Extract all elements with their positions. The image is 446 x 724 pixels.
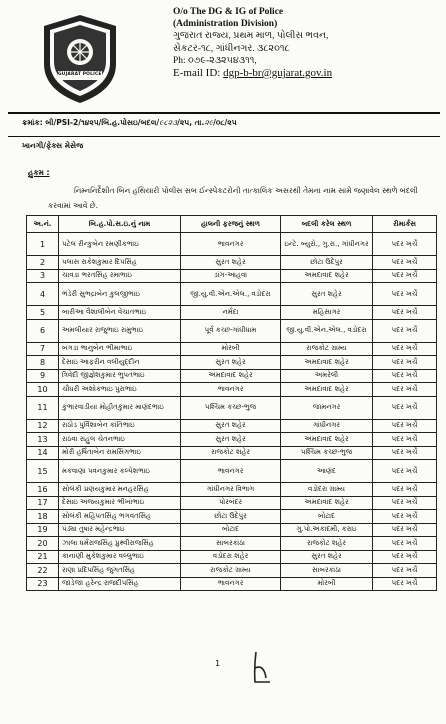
handwritten-day: ૨૯	[204, 118, 214, 127]
email-address: dgp-b-br@gujarat.gov.in	[223, 67, 333, 80]
cell-remarks: પદર ખર્ચે	[373, 460, 437, 483]
cell-current-posting: પશ્ચિમ કચ્છ-ભુજ	[181, 396, 281, 419]
cell-remarks: પદર ખર્ચે	[373, 564, 437, 578]
cell-serial: 17	[27, 496, 59, 510]
table-row	[27, 369, 437, 383]
cell-serial: 8	[27, 356, 59, 370]
cell-transfer-posting: અમદાવાદ શહેર	[281, 356, 373, 370]
cell-transfer-posting: બોટાદ	[281, 510, 373, 524]
cell-transfer-posting: પશ્ચિમ કચ્છ-ભુજ	[281, 446, 373, 460]
emblem-text: GUJARAT POLICE	[58, 72, 102, 77]
cell-current-posting: પૂર્વ કચ્છ-ગાંધીધામ	[181, 319, 281, 342]
cell-name: દેસાઇ આફરીન વલીયુદ્દીન	[59, 356, 181, 370]
cell-transfer-posting: મોરબી	[281, 577, 373, 591]
cell-serial: 3	[27, 269, 59, 283]
cell-current-posting: વડોદરા શહેર	[181, 550, 281, 564]
table-row	[27, 577, 437, 591]
table-row	[27, 496, 437, 510]
cell-transfer-posting: આણંદ	[281, 460, 373, 483]
cell-transfer-posting: જી.યુ.વી.એન.એલ., વડોદરા	[281, 319, 373, 342]
cell-current-posting: છોટા ઉદેપુર	[181, 510, 281, 524]
handwritten-number: ૯૮૨૩	[159, 118, 178, 127]
cell-current-posting: સુરત શહેર	[181, 356, 281, 370]
header-name: બિ.હ.પો.સ.ઇ.નું નામ	[59, 216, 181, 233]
table-row	[27, 483, 437, 497]
cell-name: રાણા પ્રદિપસિંહ જુગતસિંહ	[59, 564, 181, 578]
table-row	[27, 433, 437, 447]
table-row	[27, 446, 437, 460]
cell-serial: 9	[27, 369, 59, 383]
cell-current-posting: ભાવનગર	[181, 233, 281, 256]
table-row	[27, 419, 437, 433]
cell-transfer-posting: સુરત શહેર	[281, 283, 373, 306]
header-rule	[8, 112, 440, 114]
cell-remarks: પદર ખર્ચે	[373, 446, 437, 460]
cell-transfer-posting: છોટા ઉદેપુર	[281, 256, 373, 270]
table-row	[27, 306, 437, 320]
cell-current-posting: મોરબી	[181, 342, 281, 356]
division-name: (Administration Division)	[173, 19, 278, 30]
cell-transfer-posting: ઇન્ટે. બ્યુરો., ગુ.રા., ગાંધીનગર	[281, 233, 373, 256]
address-line-1: ગુજરાત રાજ્ય, પ્રથમ માળ, પોલીસ ભવન,	[173, 31, 329, 42]
cell-current-posting: પોરબંદર	[181, 496, 281, 510]
table-row	[27, 383, 437, 397]
email-label: E-mail ID:	[173, 67, 224, 80]
cell-current-posting: સુરત શહેર	[181, 433, 281, 447]
table-row	[27, 233, 437, 256]
cell-remarks: પદર ખર્ચે	[373, 283, 437, 306]
cell-serial: 13	[27, 433, 59, 447]
cell-remarks: પદર ખર્ચે	[373, 233, 437, 256]
cell-remarks: પદર ખર્ચે	[373, 256, 437, 270]
cell-serial: 15	[27, 460, 59, 483]
reference-number	[22, 118, 237, 128]
cell-transfer-posting: સાબરકાંઠા	[281, 564, 373, 578]
cell-serial: 22	[27, 564, 59, 578]
cell-serial: 10	[27, 383, 59, 397]
page-number: 1	[215, 659, 221, 668]
cell-serial: 4	[27, 283, 59, 306]
header-serial: અ.નં.	[27, 216, 59, 233]
signature-mark	[248, 648, 278, 688]
table-row	[27, 283, 437, 306]
cell-remarks: પદર ખર્ચે	[373, 537, 437, 551]
table-row	[27, 319, 437, 342]
cell-name: રાઠવા રાહુલ ચેતનભાઇ	[59, 433, 181, 447]
reference-suffix: /૦૮/૨૫	[213, 118, 237, 127]
cell-transfer-posting: ગુ.પો.અકાદમી, કરાઇ	[281, 523, 373, 537]
cell-name: અમલીયાર રાજુભાઇ રામુભાઇ	[59, 319, 181, 342]
cell-name: સોલંકી પ્રણયકુમાર મનહરસિંહ	[59, 483, 181, 497]
header-transfer-posting: બદલી કરેલ સ્થળ	[281, 216, 373, 233]
table-row	[27, 356, 437, 370]
table-row	[27, 523, 437, 537]
cell-current-posting: ભાવનગર	[181, 577, 281, 591]
cell-remarks: પદર ખર્ચે	[373, 483, 437, 497]
cell-remarks: પદર ખર્ચે	[373, 419, 437, 433]
cell-serial: 5	[27, 306, 59, 320]
cell-name: ચૌધરી અશોકભાઇ પુરાભાઇ	[59, 383, 181, 397]
cell-remarks: પદર ખર્ચે	[373, 496, 437, 510]
cell-current-posting: રાજકોટ શહેર	[181, 446, 281, 460]
cell-name: પંડ્યા તુષાર મહેન્દ્રભાઇ	[59, 523, 181, 537]
reference-prefix: ક્રમાંક: બી/PSI-2/૧૪૨૫/બિ.હ.પોસઇ/બદલ/	[22, 118, 160, 127]
cell-current-posting: સુરત શહેર	[181, 256, 281, 270]
cell-remarks: પદર ખર્ચે	[373, 342, 437, 356]
table-row	[27, 510, 437, 524]
cell-remarks: પદર ખર્ચે	[373, 577, 437, 591]
table-row	[27, 460, 437, 483]
cell-transfer-posting: અમદાવાદ શહેર	[281, 269, 373, 283]
cell-transfer-posting: વડોદરા ગ્રામ્ય	[281, 483, 373, 497]
cell-serial: 2	[27, 256, 59, 270]
cell-transfer-posting: ગાંધીનગર	[281, 419, 373, 433]
cell-serial: 14	[27, 446, 59, 460]
cell-transfer-posting: મહિસાગર	[281, 306, 373, 320]
cell-transfer-posting: અમરેલી	[281, 369, 373, 383]
cell-serial: 1	[27, 233, 59, 256]
cell-name: બારીઆ વૈશાલીબેન વેચાતભાઇ	[59, 306, 181, 320]
cell-serial: 21	[27, 550, 59, 564]
cell-remarks: પદર ખર્ચે	[373, 356, 437, 370]
cell-transfer-posting: રાજકોટ શહેર	[281, 537, 373, 551]
cell-current-posting: ભાવનગર	[181, 460, 281, 483]
cell-remarks: પદર ખર્ચે	[373, 433, 437, 447]
cell-name: પટેલ રીન્કુબેન રમણીકભાઇ	[59, 233, 181, 256]
cell-transfer-posting: અમદાવાદ શહેર	[281, 383, 373, 397]
cell-remarks: પદર ખર્ચે	[373, 396, 437, 419]
cell-current-posting: સુરત શહેર	[181, 419, 281, 433]
table-row	[27, 342, 437, 356]
cell-serial: 12	[27, 419, 59, 433]
cell-remarks: પદર ખર્ચે	[373, 550, 437, 564]
cell-name: ભંડેરી સુભદ્રાબેન કુલજીભાઇ	[59, 283, 181, 306]
cell-serial: 20	[27, 537, 59, 551]
table-row	[27, 269, 437, 283]
cell-remarks: પદર ખર્ચે	[373, 383, 437, 397]
cell-serial: 23	[27, 577, 59, 591]
office-name: O/o The DG & IG of Police	[173, 7, 284, 17]
cell-name: પલાસ રાકેશકુમાર દિપસિંહ	[59, 256, 181, 270]
cell-serial: 19	[27, 523, 59, 537]
order-label: હુકમ :	[28, 168, 50, 177]
message-type: ખાનગી/ફેક્સ મેસેજ	[22, 141, 84, 150]
cell-serial: 11	[27, 396, 59, 419]
table-row	[27, 396, 437, 419]
cell-name: કુંભારવાડીયા મોહીતકુમાર માણંદભાઇ	[59, 396, 181, 419]
table-row	[27, 564, 437, 578]
office-header	[173, 6, 439, 79]
cell-name: બગડા ભાનુબેન ભીમાભાઇ	[59, 342, 181, 356]
table-row	[27, 550, 437, 564]
cell-name: સોલંકી મહિપતસિંહ ભગવતસિંહ	[59, 510, 181, 524]
cell-name: જાડેજા હરેન્દ્ર રાજદીપસિંહ	[59, 577, 181, 591]
header-current-posting: હાલની ફરજનું સ્થળ	[181, 216, 281, 233]
table-row	[27, 537, 437, 551]
cell-current-posting: સાબરકાંઠા	[181, 537, 281, 551]
cell-transfer-posting: સુરત શહેર	[281, 550, 373, 564]
cell-remarks: પદર ખર્ચે	[373, 306, 437, 320]
cell-name: ઝાલા ધર્મરાજસિંહ પ્રુથ્વીરાજસિંહ	[59, 537, 181, 551]
cell-remarks: પદર ખર્ચે	[373, 369, 437, 383]
cell-remarks: પદર ખર્ચે	[373, 269, 437, 283]
table-row	[27, 256, 437, 270]
cell-current-posting: ડાંગ-આહવા	[181, 269, 281, 283]
reference-middle: /૨૫, તા.	[177, 118, 205, 127]
address-line-2: સેકટર-૧૮, ગાંધીનગર. ૩૮૨૦૧૮	[173, 43, 290, 54]
cell-transfer-posting: અમદાવાદ શહેર	[281, 433, 373, 447]
cell-current-posting: અમદાવાદ શહેર	[181, 369, 281, 383]
cell-serial: 7	[27, 342, 59, 356]
cell-remarks: પદર ખર્ચે	[373, 523, 437, 537]
order-intro: નિમ્નનિર્દેશીત બિન હથિયારી પોલીસ સબ ઈન્સ્પેકટરોની તાત્કાલિક અસરથી તેમના નામ સામે જણાવેલ સ્થળે બદલી કરવામાં આવે છે.	[48, 186, 418, 210]
cell-current-posting: બોટાદ	[181, 523, 281, 537]
cell-name: દેસાઇ અજયકુમાર ભીખાભાઇ	[59, 496, 181, 510]
cell-transfer-posting: જામનગર	[281, 396, 373, 419]
cell-current-posting: રાજકોટ ગ્રામ્ય	[181, 564, 281, 578]
cell-name: મકવાણા પવનકુમાર કલ્પેશભાઇ	[59, 460, 181, 483]
cell-name: ત્રિવેદી જીજ્ઞેશકુમાર ભુપતભાઇ	[59, 369, 181, 383]
cell-remarks: પદર ખર્ચે	[373, 319, 437, 342]
reference-rule	[8, 136, 440, 137]
cell-serial: 18	[27, 510, 59, 524]
cell-current-posting: નર્મદા	[181, 306, 281, 320]
cell-current-posting: ગાંધીનગર વિભાગ	[181, 483, 281, 497]
phone-number: Ph: ૦૭૯-૨૩૨૫૪૩૧૧,	[173, 55, 257, 66]
cell-name: ચાવડા ભરતસિંહ રમાભાઇ	[59, 269, 181, 283]
transfer-table	[26, 215, 437, 591]
gujarat-police-emblem	[36, 12, 124, 106]
cell-current-posting: ભાવનગર	[181, 383, 281, 397]
cell-transfer-posting: રાજકોટ ગ્રામ્ય	[281, 342, 373, 356]
cell-remarks: પદર ખર્ચે	[373, 510, 437, 524]
header-remarks: રીમાર્કસ	[373, 216, 437, 233]
cell-current-posting: જી.યુ.વી.એન.એલ., વડોદરા	[181, 283, 281, 306]
table-header-row	[27, 216, 437, 233]
cell-serial: 16	[27, 483, 59, 497]
cell-name: રાઠોડ પુર્વિશાબેન કાંતિભાઇ	[59, 419, 181, 433]
cell-name: મોરી હર્ષિતાબેન રામસિંગભાઇ	[59, 446, 181, 460]
cell-name: કાનાણી મુકેશકુમાર વલ્લુભાઇ	[59, 550, 181, 564]
email-line	[173, 67, 439, 79]
cell-transfer-posting: અમદાવાદ શહેર	[281, 496, 373, 510]
cell-serial: 6	[27, 319, 59, 342]
